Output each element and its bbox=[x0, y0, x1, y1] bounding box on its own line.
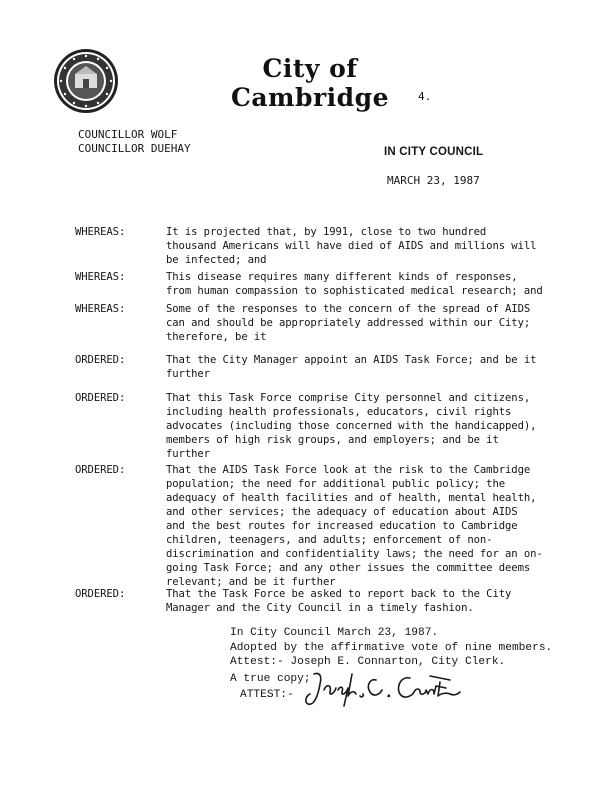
page-number: 4. bbox=[418, 90, 432, 103]
clause-text bbox=[166, 353, 537, 381]
clause-line: relevant; and be it further bbox=[166, 576, 336, 588]
clause-label: ORDERED: bbox=[75, 464, 126, 476]
clause-line: advocates (including those concerned with the handicapped), bbox=[166, 420, 537, 432]
clause-line: from human compassion to sophisticated medical research; and bbox=[166, 285, 543, 297]
clause-line: therefore, be it bbox=[166, 331, 267, 343]
clerk-signature-icon bbox=[300, 666, 480, 712]
clause-text bbox=[166, 463, 543, 589]
attest-label: ATTEST:- bbox=[240, 689, 294, 701]
clause-line: This disease requires many different kinds of responses, bbox=[166, 271, 518, 283]
clause-text bbox=[166, 270, 543, 298]
clause-line: That the Task Force be asked to report back to the City bbox=[166, 588, 512, 600]
clause-line: be infected; and bbox=[166, 254, 267, 266]
clause-text bbox=[166, 225, 537, 267]
clause-line: and other services; the adequacy of education about AIDS bbox=[166, 506, 518, 518]
clause-line: further bbox=[166, 448, 210, 460]
clause-line: members of high risk groups, and employers; and be it bbox=[166, 434, 499, 446]
clause-line: further bbox=[166, 368, 210, 380]
attestation-line: Attest:- Joseph E. Connarton, City Clerk. bbox=[230, 656, 506, 668]
clause-line: Some of the responses to the concern of the spread of AIDS bbox=[166, 303, 531, 315]
council-heading: IN CITY COUNCIL bbox=[384, 146, 484, 158]
clause-line: including health professionals, educators, civil rights bbox=[166, 406, 512, 418]
clause-label: WHEREAS: bbox=[75, 271, 126, 283]
clause-text bbox=[166, 391, 537, 461]
clause-line: Manager and the City Council in a timely fashion. bbox=[166, 602, 474, 614]
clause-line: going Task Force; and any other issues the committee deems bbox=[166, 562, 531, 574]
clause-line: That the City Manager appoint an AIDS Task Force; and be it bbox=[166, 354, 537, 366]
true-copy-label: A true copy; bbox=[230, 673, 311, 685]
resolution-date: MARCH 23, 1987 bbox=[387, 174, 480, 187]
clause-line: population; the need for additional public policy; the bbox=[166, 478, 506, 490]
clause-line: and the best routes for increased education to Cambridge bbox=[166, 520, 518, 532]
clause-line: That the AIDS Task Force look at the risk to the Cambridge bbox=[166, 464, 531, 476]
page-title: City of Cambridge bbox=[230, 54, 390, 112]
clause-line: thousand Americans will have died of AIDS and millions will bbox=[166, 240, 537, 252]
clause-label: WHEREAS: bbox=[75, 226, 126, 238]
sponsor-2: COUNCILLOR DUEHAY bbox=[78, 142, 191, 155]
clause-label: WHEREAS: bbox=[75, 303, 126, 315]
clause-line: It is projected that, by 1991, close to two hundred bbox=[166, 226, 487, 238]
sponsor-1: COUNCILLOR WOLF bbox=[78, 128, 178, 141]
clause-text bbox=[166, 587, 526, 615]
attestation-line: Adopted by the affirmative vote of nine members. bbox=[230, 641, 553, 654]
clause-line: discrimination and confidentiality laws; the need for an on- bbox=[166, 548, 543, 560]
sponsor-list bbox=[78, 128, 191, 156]
city-seal-icon bbox=[53, 48, 119, 114]
clause-line: children, teenagers, and adults; enforcement of non- bbox=[166, 534, 493, 546]
clause-text bbox=[166, 302, 531, 344]
clause-line: That this Task Force comprise City personnel and citizens, bbox=[166, 392, 531, 404]
clause-line: adequacy of health facilities and of health, mental health, bbox=[166, 492, 537, 504]
clause-label: ORDERED: bbox=[75, 392, 126, 404]
clause-label: ORDERED: bbox=[75, 354, 126, 366]
clerk-attestation bbox=[230, 626, 552, 670]
clause-label: ORDERED: bbox=[75, 588, 126, 600]
attestation-line: In City Council March 23, 1987. bbox=[230, 627, 439, 639]
clause-line: can and should be appropriately addressed within our City; bbox=[166, 317, 531, 329]
